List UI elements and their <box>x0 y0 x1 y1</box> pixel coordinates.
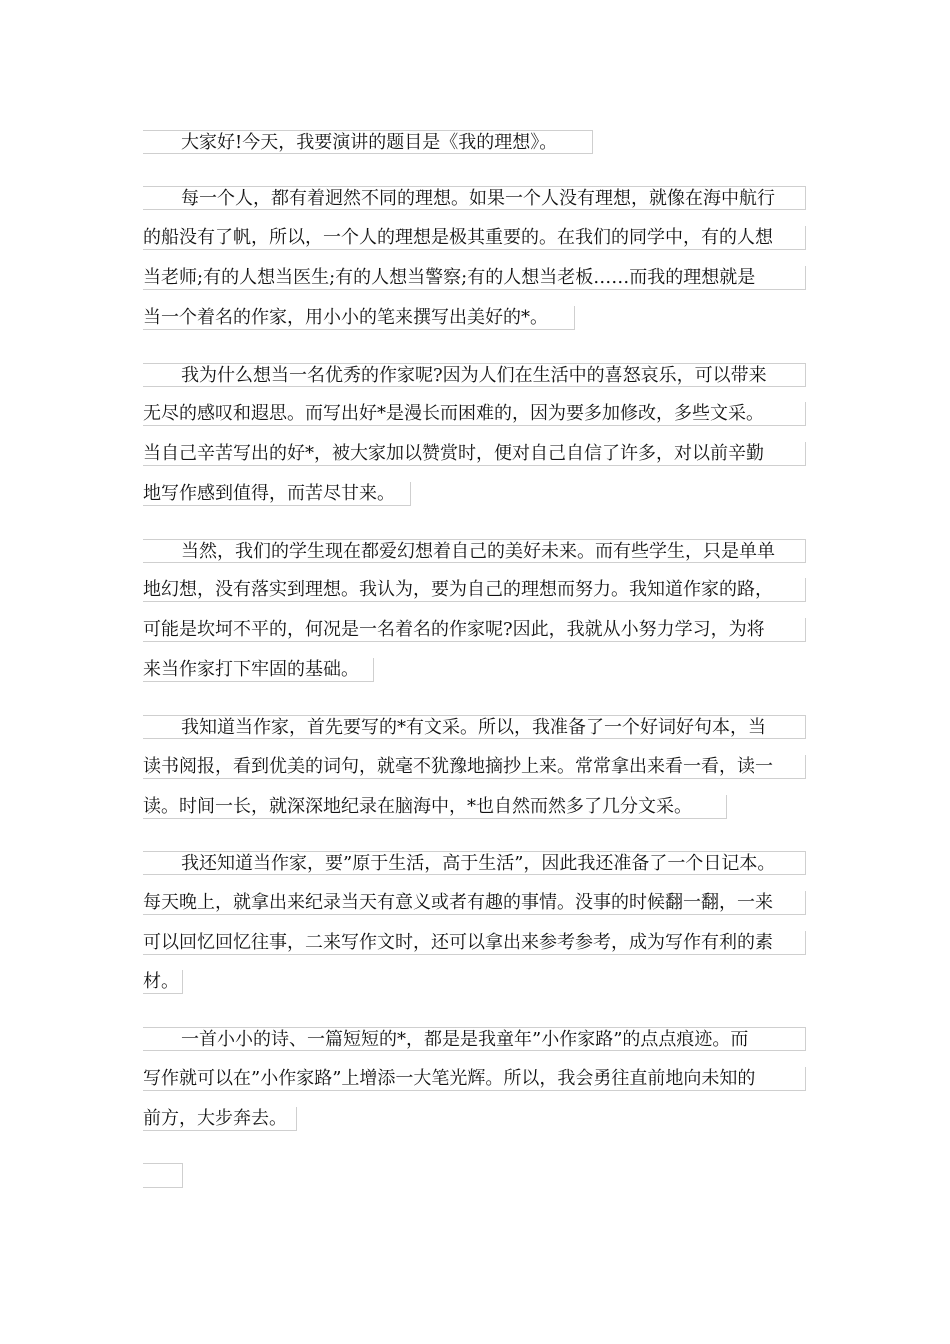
empty-text-box <box>143 1163 183 1188</box>
paragraph-2-line-3 <box>143 266 806 290</box>
paragraph-7-line-3 <box>143 1107 297 1131</box>
line-text: 当自己辛苦写出的好*，被大家加以赞赏时，便对自己自信了许多，对以前辛勤 <box>143 443 764 464</box>
line-text: 写作就可以在”小作家路”上增添一大笔光辉。所以，我会勇往直前地向未知的 <box>143 1068 756 1089</box>
line-text: 当然，我们的学生现在都爱幻想着自己的美好未来。而有些学生，只是单单 <box>181 541 775 562</box>
paragraph-4-line-3 <box>143 618 806 642</box>
paragraph-1-line-1 <box>143 130 593 154</box>
paragraph-7-line-1 <box>143 1027 806 1051</box>
line-text: 前方，大步奔去。 <box>143 1108 287 1129</box>
paragraph-2-line-1 <box>143 186 806 210</box>
line-text: 可能是坎坷不平的，何况是一名着名的作家呢?因此，我就从小努力学习，为将 <box>143 619 765 640</box>
line-text: 地写作感到值得，而苦尽甘来。 <box>143 483 395 504</box>
paragraph-3-line-2 <box>143 402 806 426</box>
line-text: 来当作家打下牢固的基础。 <box>143 659 359 680</box>
paragraph-4-line-1 <box>143 539 806 563</box>
paragraph-4-line-4 <box>143 658 374 682</box>
line-text: 当一个着名的作家，用小小的笔来撰写出美好的*。 <box>143 307 548 328</box>
paragraph-6-line-2 <box>143 891 806 915</box>
line-text: 地幻想，没有落实到理想。我认为，要为自己的理想而努力。我知道作家的路， <box>143 579 773 600</box>
paragraph-6-line-3 <box>143 931 806 955</box>
paragraph-3-line-3 <box>143 442 806 466</box>
line-text: 我还知道当作家，要”原于生活，高于生活”，因此我还准备了一个日记本。 <box>181 853 776 874</box>
line-text: 读书阅报，看到优美的词句，就毫不犹豫地摘抄上来。常常拿出来看一看，读一 <box>143 756 773 777</box>
line-text: 的船没有了帆，所以，一个人的理想是极其重要的。在我们的同学中，有的人想 <box>143 227 773 248</box>
line-text: 读。时间一长，就深深地纪录在脑海中，*也自然而然多了几分文采。 <box>143 796 692 817</box>
paragraph-4-line-2 <box>143 578 806 602</box>
line-text: 材。 <box>143 971 179 992</box>
line-text: 可以回忆回忆往事，二来写作文时，还可以拿出来参考参考，成为写作有利的素 <box>143 932 773 953</box>
line-text: 无尽的感叹和遐思。而写出好*是漫长而困难的，因为要多加修改，多些文采。 <box>143 403 764 424</box>
paragraph-5-line-1 <box>143 715 806 739</box>
paragraph-6-line-1 <box>143 851 806 875</box>
paragraph-3-line-1 <box>143 363 806 387</box>
paragraph-5-line-2 <box>143 755 806 779</box>
paragraph-2-line-2 <box>143 226 806 250</box>
line-text: 大家好!今天，我要演讲的题目是《我的理想》。 <box>181 132 558 153</box>
paragraph-2-line-4 <box>143 306 575 330</box>
line-text: 当老师;有的人想当医生;有的人想当警察;有的人想当老板……而我的理想就是 <box>143 267 756 288</box>
paragraph-5-line-3 <box>143 795 727 819</box>
line-text: 每一个人，都有着迥然不同的理想。如果一个人没有理想，就像在海中航行 <box>181 188 775 209</box>
line-text: 我为什么想当一名优秀的作家呢?因为人们在生活中的喜怒哀乐，可以带来 <box>181 365 767 386</box>
paragraph-6-line-4 <box>143 970 183 994</box>
line-text: 一首小小的诗、一篇短短的*，都是是我童年”小作家路”的点点痕迹。而 <box>181 1029 749 1050</box>
paragraph-7-line-2 <box>143 1067 806 1091</box>
line-text: 每天晚上，就拿出来纪录当天有意义或者有趣的事情。没事的时候翻一翻，一来 <box>143 892 773 913</box>
line-text: 我知道当作家，首先要写的*有文采。所以，我准备了一个好词好句本，当 <box>181 717 766 738</box>
paragraph-3-line-4 <box>143 482 411 506</box>
